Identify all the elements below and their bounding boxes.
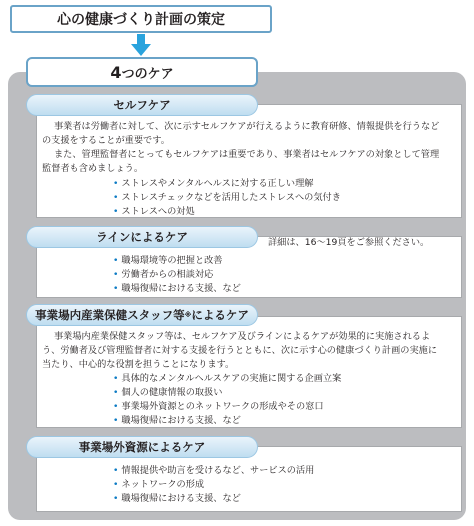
plan-title-box — [10, 5, 272, 33]
down-arrow-icon — [131, 34, 151, 56]
internal-staff-paragraph-line-2: う、労働者及び管理監督者に対する支援を行うとともに、次に示す心の健康づくり計画の実施に — [42, 345, 438, 356]
four-care-number: 4 — [110, 62, 122, 82]
list-item: • 具体的なメンタルヘルスケアの実施に関する企画立案 — [113, 373, 342, 384]
list-item: • 職場環境等の把握と改善 — [113, 255, 223, 266]
self-care-paragraph-line-1: 事業者は労働者に対して、次に示すセルフケアが行えるように教育研修、情報提供を行うなど — [54, 121, 440, 132]
external-resources-care-heading: 事業場外資源によるケア — [26, 436, 258, 458]
self-care-paragraph-line-3: また、管理監督者にとってもセルフケアは重要であり、事業者はセルフケアの対象として管理 — [54, 149, 440, 160]
internal-staff-paragraph-line-3: 当たり、中心的な役割を担うことになります。 — [42, 359, 235, 370]
line-care-heading: ラインによるケア — [26, 226, 258, 248]
four-care-label: つのケア — [121, 66, 174, 82]
self-care-heading: セルフケア — [26, 94, 258, 116]
internal-staff-care-heading: 事業場内産業保健スタッフ等 ※ によるケア — [26, 304, 258, 326]
list-item: • 職場復帰における支援、など — [113, 415, 241, 426]
list-item: • 事業場外資源とのネットワークの形成やその窓口 — [113, 401, 324, 412]
self-care-paragraph-line-2: の支援をすることが重要です。 — [42, 135, 170, 146]
list-item: • ストレスやメンタルヘルスに対する正しい理解 — [113, 178, 314, 189]
self-care-paragraph-line-4: 監督者も含めましょう。 — [42, 163, 144, 174]
self-care-bullets — [113, 177, 341, 219]
list-item: • ネットワークの形成 — [113, 479, 205, 490]
internal-staff-bullets — [113, 372, 341, 428]
list-item: • 労働者からの相談対応 — [113, 269, 214, 280]
list-item: • ストレスへの対処 — [113, 206, 195, 217]
list-item: • 個人の健康情報の取扱い — [113, 387, 223, 398]
list-item: • 情報提供や助言を受けるなど、サービスの活用 — [113, 465, 315, 476]
internal-staff-paragraph-line-1: 事業場内産業保健スタッフ等は、セルフケア及びラインによるケアが効果的に実施されるよ — [54, 331, 431, 342]
line-care-bullets — [113, 254, 241, 296]
four-care-box — [26, 57, 258, 87]
list-item: • 職場復帰における支援、など — [113, 493, 241, 504]
list-item: • ストレスチェックなどを活用したストレスへの気付き — [113, 192, 341, 203]
line-care-reference-note: 詳細は、16～19頁をご参照ください。 — [268, 237, 430, 248]
plan-title: 心の健康づくり計画の策定 — [57, 12, 225, 28]
external-resources-bullets — [113, 464, 314, 506]
list-item: • 職場復帰における支援、など — [113, 283, 241, 294]
